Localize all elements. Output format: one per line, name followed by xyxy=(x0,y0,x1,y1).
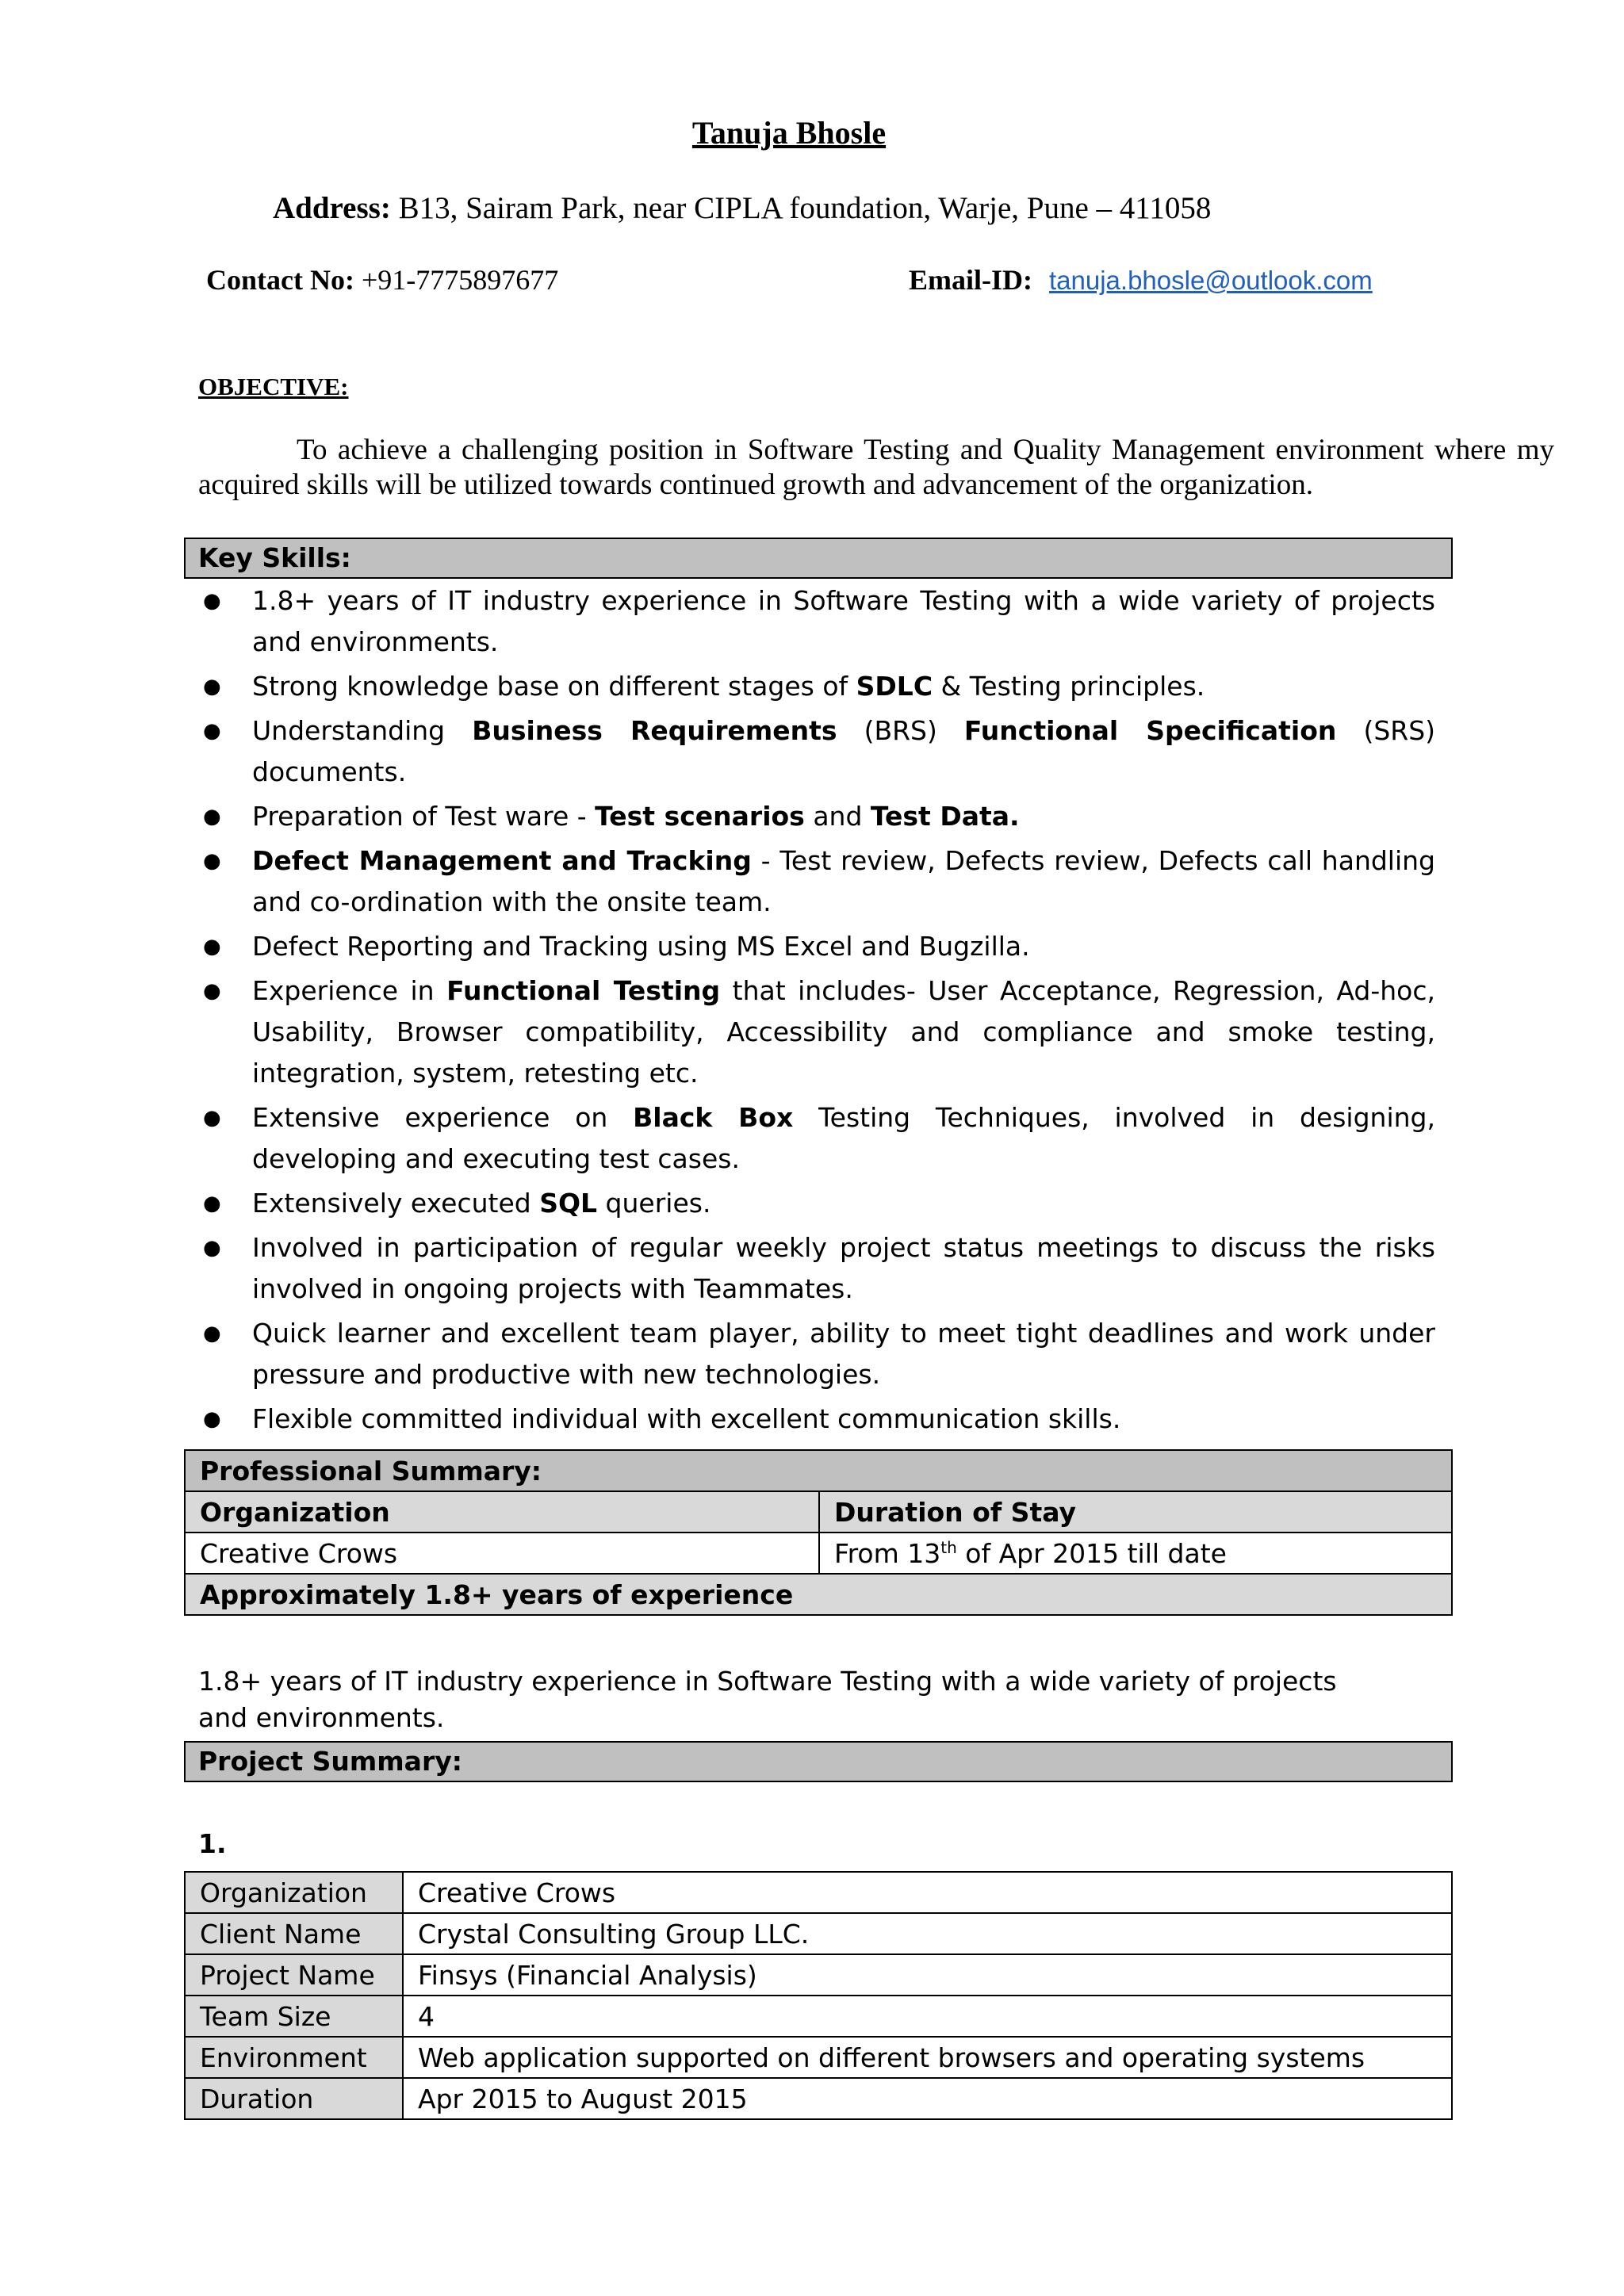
table-row xyxy=(185,1574,1452,1615)
bullet-icon: ● xyxy=(203,1236,221,1260)
project-field-label: Organization xyxy=(185,1872,403,1913)
project-field-value: Creative Crows xyxy=(403,1872,1452,1913)
contact-line xyxy=(206,263,558,297)
project-field-value: Finsys (Financial Analysis) xyxy=(403,1954,1452,1996)
duration-prefix: From 13 xyxy=(834,1537,941,1569)
experience-total: Approximately 1.8+ years of experience xyxy=(185,1574,1452,1615)
professional-summary-table xyxy=(184,1449,1453,1616)
skill-text: Defect Management and Tracking xyxy=(252,845,752,876)
bullet-icon: ● xyxy=(203,589,221,613)
contact-value: +91-7775897677 xyxy=(361,264,559,296)
project-details-table xyxy=(184,1871,1453,2120)
organization-column-header: Organization xyxy=(185,1491,819,1533)
address-line xyxy=(273,190,1211,226)
skill-item xyxy=(198,796,1435,837)
contact-label: Contact No: xyxy=(206,264,354,296)
skill-item xyxy=(198,1183,1435,1224)
project-field-label: Environment xyxy=(185,2037,403,2078)
project-field-value: Crystal Consulting Group LLC. xyxy=(403,1913,1452,1954)
table-row xyxy=(185,1450,1452,1491)
skill-text: - Test review, Defects review, Defects call handling and co-ordination with the onsite team. xyxy=(252,845,1436,917)
skill-text: & Testing principles. xyxy=(933,671,1205,702)
skill-text: Functional Specification xyxy=(963,715,1337,746)
project-field-value: Apr 2015 to August 2015 xyxy=(403,2078,1452,2119)
table-row xyxy=(185,2078,1452,2119)
project-field-label: Duration xyxy=(185,2078,403,2119)
skill-text: Defect Reporting and Tracking using MS Excel and Bugzilla. xyxy=(252,931,1030,962)
address-value: B13, Sairam Park, near CIPLA foundation, Warje, Pune – 411058 xyxy=(398,191,1212,225)
table-row xyxy=(185,1872,1452,1913)
skill-text: that includes- User Acceptance, Regression, Ad-hoc, Usability, Browser compatibility, Accessibility and compliance and smoke testing, integration, system, retesting etc. xyxy=(252,975,1436,1089)
project-field-label: Client Name xyxy=(185,1913,403,1954)
table-row xyxy=(185,1954,1452,1996)
objective-text: To achieve a challenging position in Software Testing and Quality Management environment where my acquired skills will be utilized towards continued growth and advancement of the organization. xyxy=(198,434,1554,501)
table-row xyxy=(185,1996,1452,2037)
duration-column-header: Duration of Stay xyxy=(819,1491,1452,1533)
skill-text: Extensive experience on xyxy=(252,1102,634,1133)
email-line xyxy=(909,263,1373,297)
skill-text: Experience in xyxy=(252,975,447,1006)
bullet-icon: ● xyxy=(203,935,221,959)
key-skills-heading: Key Skills: xyxy=(184,538,1453,579)
skill-text: Involved in participation of regular weekly project status meetings to discuss the risks involved in ongoing projects with Teammates. xyxy=(252,1232,1435,1304)
bullet-icon: ● xyxy=(203,719,221,743)
project-field-label: Project Name xyxy=(185,1954,403,1996)
table-row xyxy=(185,2037,1452,2078)
address-label: Address: xyxy=(273,191,391,225)
email-label: Email-ID: xyxy=(909,264,1032,296)
summary-text: 1.8+ years of IT industry experience in Software Testing with a wide variety of projects and environments. xyxy=(198,1666,1337,1733)
duration-superscript: th xyxy=(940,1537,957,1557)
objective-heading: OBJECTIVE: xyxy=(198,373,349,400)
skill-text: Quick learner and excellent team player, ability to meet tight deadlines and work under pressure and productive with new technologies. xyxy=(252,1318,1435,1390)
bullet-icon: ● xyxy=(203,1407,221,1431)
skill-text: Preparation of Test ware - xyxy=(252,801,596,832)
table-row xyxy=(185,1533,1452,1574)
skill-text: SQL xyxy=(539,1188,598,1219)
bullet-icon: ● xyxy=(203,675,221,698)
skill-item xyxy=(198,1313,1435,1395)
skill-text: queries. xyxy=(597,1188,711,1219)
skill-text: Black Box xyxy=(633,1102,794,1133)
skill-item xyxy=(198,840,1435,923)
table-row xyxy=(185,1913,1452,1954)
project-number: 1. xyxy=(198,1828,227,1859)
skill-text: Strong knowledge base on different stages of xyxy=(252,671,856,702)
skill-item xyxy=(198,926,1435,967)
skill-text: Extensively executed xyxy=(252,1188,540,1219)
project-field-value: 4 xyxy=(403,1996,1452,2037)
skill-item xyxy=(198,1227,1435,1310)
professional-summary-heading: Professional Summary: xyxy=(185,1450,1452,1491)
project-field-label: Team Size xyxy=(185,1996,403,2037)
duration-suffix: of Apr 2015 till date xyxy=(956,1537,1227,1569)
skill-item xyxy=(198,1097,1435,1180)
skill-text: Understanding xyxy=(252,715,473,746)
skill-text: Business Requirements xyxy=(472,715,837,746)
bullet-icon: ● xyxy=(203,849,221,873)
bullet-icon: ● xyxy=(203,1106,221,1130)
table-row xyxy=(185,1491,1452,1533)
duration-cell xyxy=(819,1533,1452,1574)
skill-text: (SRS) documents. xyxy=(252,715,1436,787)
bullet-icon: ● xyxy=(203,1192,221,1215)
candidate-name: Tanuja Bhosle xyxy=(691,115,887,151)
skill-item xyxy=(198,970,1435,1094)
bullet-icon: ● xyxy=(203,805,221,828)
skill-text: (BRS) xyxy=(837,715,964,746)
skill-text: and xyxy=(804,801,871,832)
key-skills-list xyxy=(198,580,1435,1443)
project-summary-heading: Project Summary: xyxy=(184,1741,1453,1782)
skill-text: Testing Techniques, involved in designing, developing and executing test cases. xyxy=(252,1102,1435,1174)
organization-cell: Creative Crows xyxy=(185,1533,819,1574)
skill-item xyxy=(198,1399,1435,1440)
skill-text: Test scenarios xyxy=(595,801,805,832)
skill-text: Test Data. xyxy=(870,801,1020,832)
bullet-icon: ● xyxy=(203,979,221,1003)
skill-item xyxy=(198,580,1435,663)
skill-text: 1.8+ years of IT industry experience in Software Testing with a wide variety of projects and environments. xyxy=(252,585,1435,657)
project-field-value: Web application supported on different browsers and operating systems xyxy=(403,2037,1452,2078)
skill-text: SDLC xyxy=(856,671,933,702)
bullet-icon: ● xyxy=(203,1322,221,1345)
skill-item xyxy=(198,666,1435,707)
skill-item xyxy=(198,710,1435,793)
email-link[interactable]: tanuja.bhosle@outlook.com xyxy=(1049,266,1373,295)
skill-text: Functional Testing xyxy=(446,975,721,1006)
skill-text: Flexible committed individual with excellent communication skills. xyxy=(252,1403,1121,1434)
